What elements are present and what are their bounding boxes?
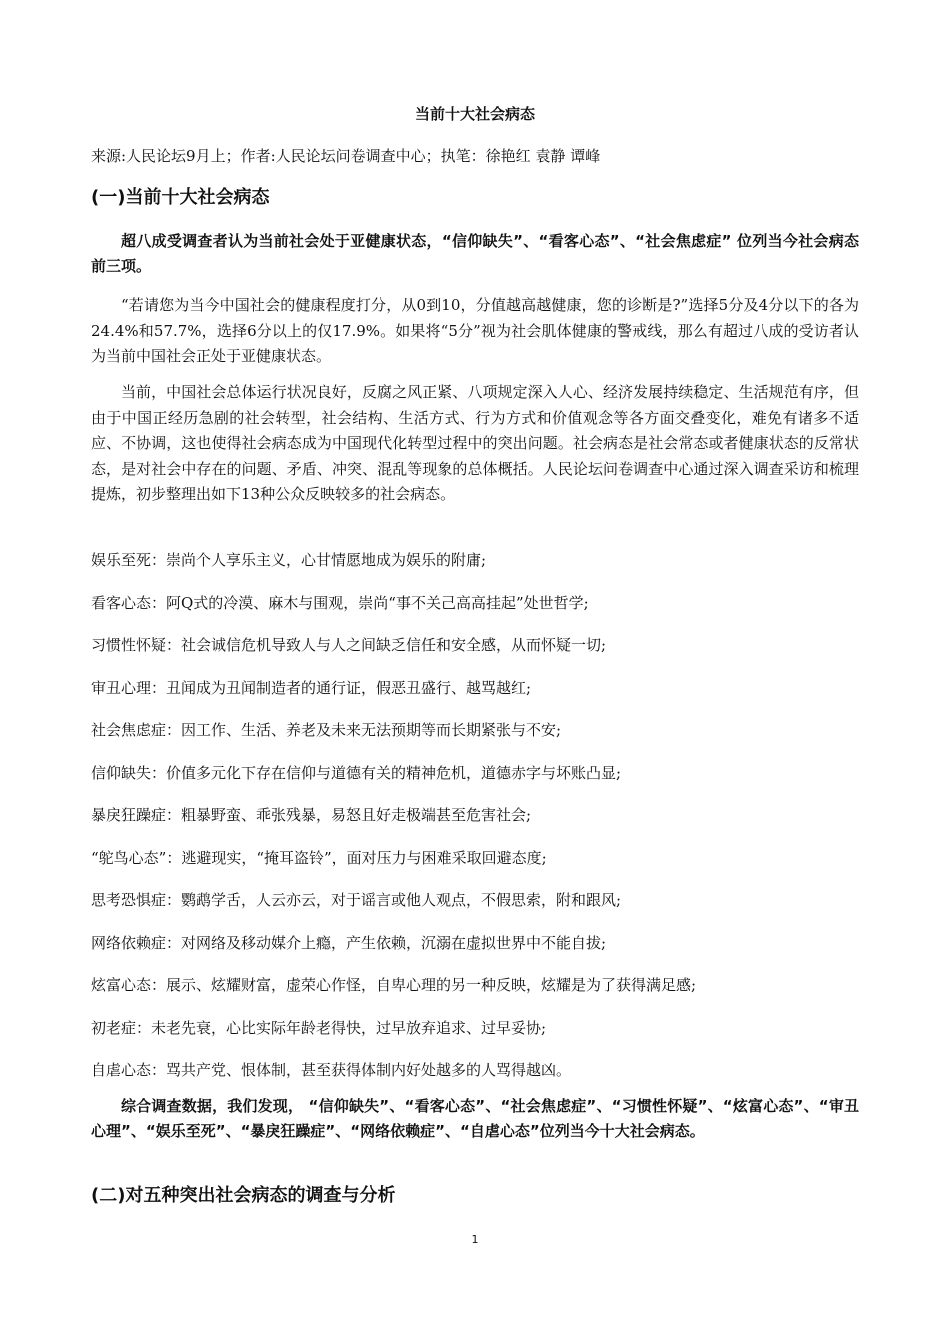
list-item: 娱乐至死：崇尚个人享乐主义，心甘情愿地成为娱乐的附庸; bbox=[91, 551, 487, 569]
conclusion-paragraph: 综合调查数据，我们发现， “信仰缺失”、“看客心态”、“社会焦虑症”、“习惯性怀疑”、“炫富心态”、“审丑心理”、“娱乐至死”、“暴戾狂躁症”、“网络依赖症”、“自虐心态”位列当今十大社会病态。 bbox=[91, 1097, 859, 1140]
list-item: 暴戾狂躁症：粗暴野蛮、乖张残暴，易怒且好走极端甚至危害社会; bbox=[91, 806, 532, 824]
list-item: 习惯性怀疑：社会诚信危机导致人与人之间缺乏信任和安全感，从而怀疑一切; bbox=[91, 636, 607, 654]
list-item: “鸵鸟心态”：逃避现实，“掩耳盗铃”，面对压力与困难采取回避态度; bbox=[91, 848, 547, 867]
list-item: 初老症：未老先衰，心比实际年龄老得快，过早放弃追求、过早妥协; bbox=[91, 1018, 547, 1037]
context-paragraph: 当前，中国社会总体运行状况良好，反腐之风正紧、八项规定深入人心、经济发展持续稳定、生活规范有序，但由于中国正经历急剧的社会转型，社会结构、生活方式、行为方式和价值观念等各方面交叠变化，难免有诸多不适应、不协调，这也使得社会病态成为中国现代化转型过程中的突出问题。社会病态是社会常态或者健康状态的反常状态，是对社会中存在的问题、矛盾、冲突、混乱等现象的总体概括。人民论坛问卷调查中心通过深入调查采访和梳理提炼，初步整理出如下13种公众反映较多的社会病态。 bbox=[91, 383, 859, 503]
list-item: 炫富心态：展示、炫耀财富，虚荣心作怪，自卑心理的另一种反映，炫耀是为了获得满足感; bbox=[91, 976, 697, 994]
section-heading-2: (二)对五种突出社会病态的调查与分析 bbox=[91, 1185, 396, 1206]
source-line: 来源:人民论坛9月上；作者:人民论坛问卷调查中心；执笔：徐艳红 袁静 谭峰 bbox=[91, 147, 601, 165]
list-item: 信仰缺失：价值多元化下存在信仰与道德有关的精神危机，道德赤字与坏账凸显; bbox=[91, 763, 622, 782]
page-number: 1 bbox=[471, 1233, 479, 1246]
lead-paragraph: 超八成受调查者认为当前社会处于亚健康状态，“信仰缺失”、“看客心态”、“社会焦虑症” 位列当今社会病态前三项。 bbox=[91, 232, 859, 275]
section-heading-1: (一)当前十大社会病态 bbox=[91, 187, 270, 208]
pathology-list bbox=[91, 550, 871, 1103]
list-item: 社会焦虑症：因工作、生活、养老及未来无法预期等而长期紧张与不安; bbox=[91, 721, 562, 739]
survey-paragraph: “若请您为当今中国社会的健康程度打分，从0到10，分值越高越健康，您的诊断是?”选择5分及4分以下的各为24.4%和57.7%，选择6分以上的仅17.9%。如果将“5分”视为社会肌体健康的警戒线，那么有超过八成的受访者认为当前中国社会正处于亚健康状态。 bbox=[91, 296, 859, 365]
list-item: 看客心态：阿Q式的冷漠、麻木与围观，崇尚“事不关己高高挂起”处世哲学; bbox=[91, 593, 589, 612]
document-title: 当前十大社会病态 bbox=[414, 105, 535, 123]
list-item: 网络依赖症：对网络及移动媒介上瘾，产生依赖，沉溺在虚拟世界中不能自拔; bbox=[91, 933, 607, 952]
list-item: 自虐心态：骂共产党、恨体制，甚至获得体制内好处越多的人骂得越凶。 bbox=[91, 1061, 572, 1079]
list-item: 审丑心理：丑闻成为丑闻制造者的通行证，假恶丑盛行、越骂越红; bbox=[91, 678, 532, 697]
list-item: 思考恐惧症：鹦鹉学舌，人云亦云，对于谣言或他人观点，不假思索，附和跟风; bbox=[91, 891, 622, 909]
